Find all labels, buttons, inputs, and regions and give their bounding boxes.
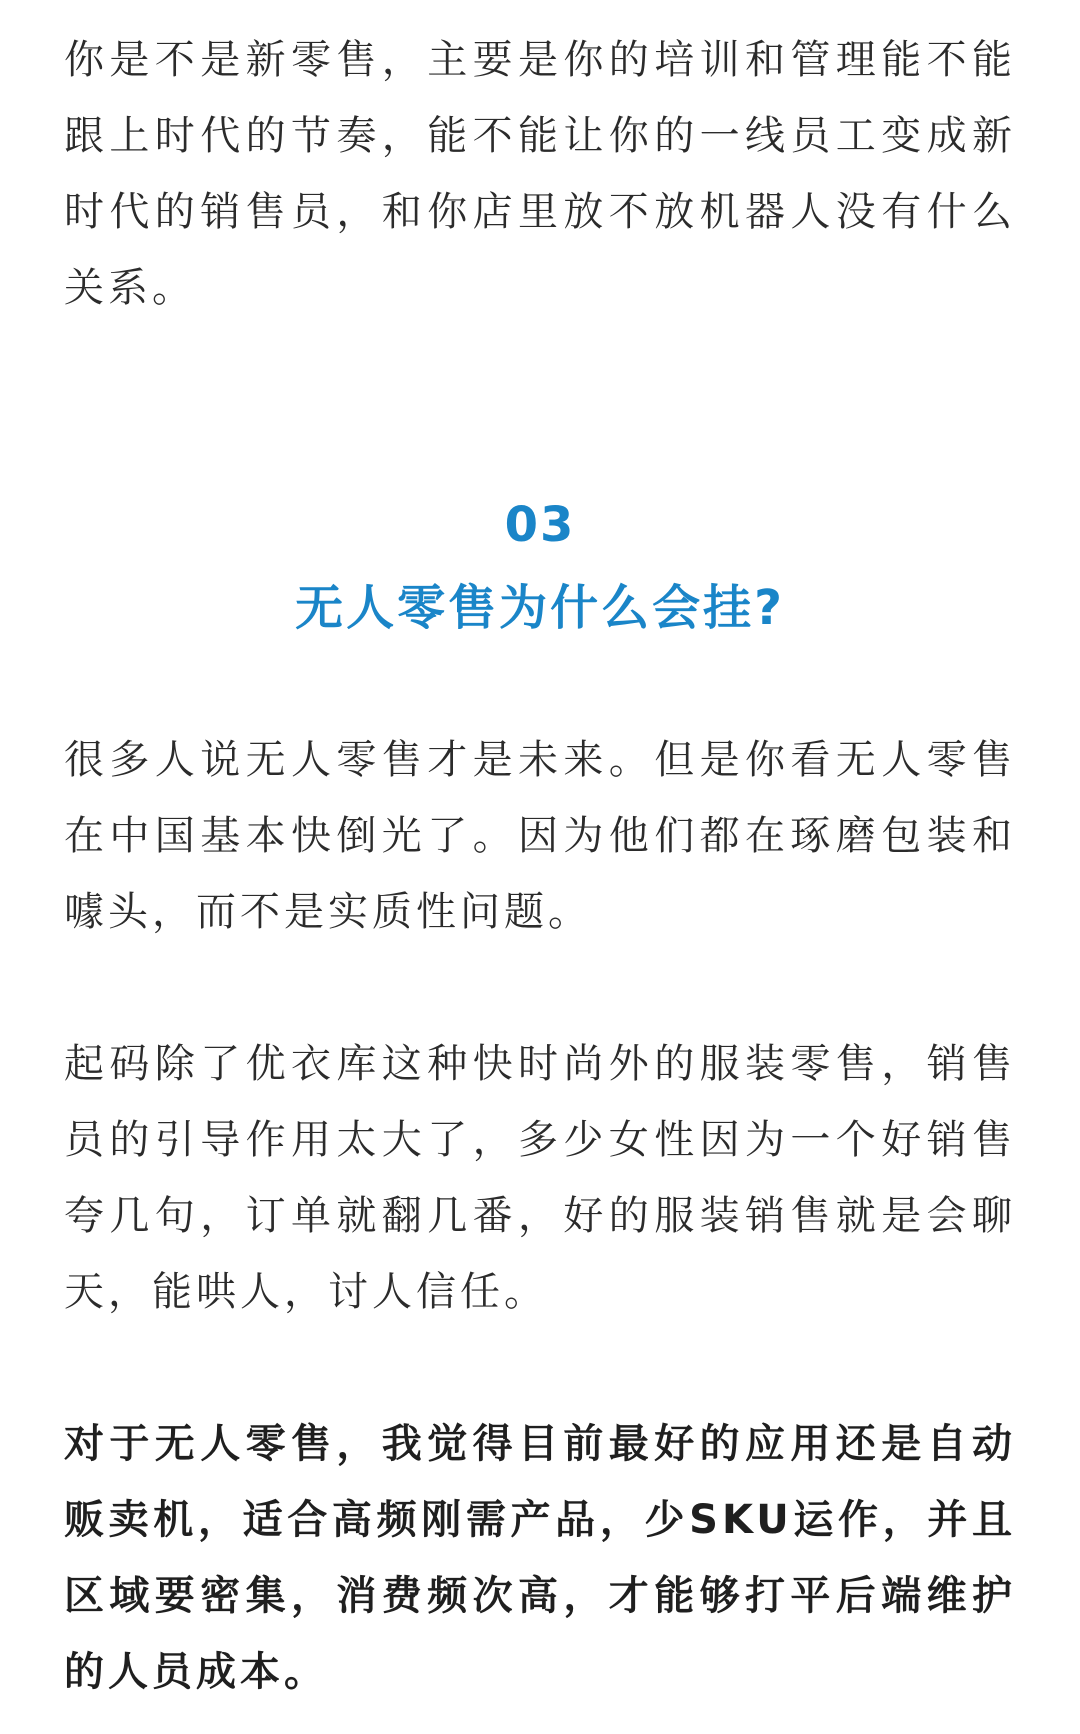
- section-header: [64, 490, 1016, 646]
- paragraph-apparel-sales: 起码除了优衣库这种快时尚外的服装零售，销售员的引导作用太大了，多少女性因为一个好销售夸几句，订单就翻几番，好的服装销售就是会聊天，能哄人，讨人信任。: [64, 1041, 1016, 1315]
- paragraph-unmanned-retail: 很多人说无人零售才是未来。但是你看无人零售在中国基本快倒光了。因为他们都在琢磨包装和噱头，而不是实质性问题。: [64, 737, 1016, 935]
- section-title: 无人零售为什么会挂?: [295, 580, 785, 636]
- intro-paragraph: 你是不是新零售，主要是你的培训和管理能不能跟上时代的节奏，能不能让你的一线员工变成新时代的销售员，和你店里放不放机器人没有什么关系。: [64, 37, 1016, 311]
- paragraph-vending-machine: 对于无人零售，我觉得目前最好的应用还是自动贩卖机，适合高频刚需产品，少SKU运作，并且区域要密集，消费频次高，才能够打平后端维护的人员成本。: [64, 1421, 1016, 1695]
- section-number: 03: [504, 497, 576, 553]
